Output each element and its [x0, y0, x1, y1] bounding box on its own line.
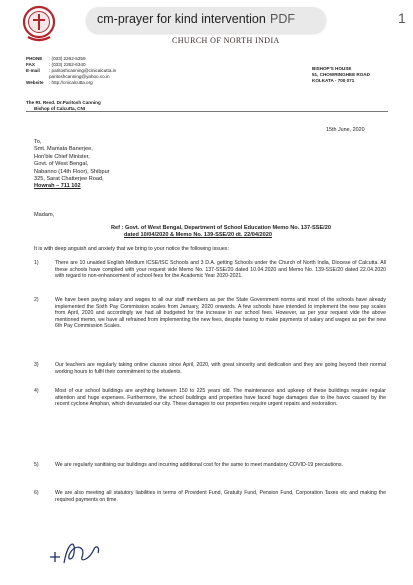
- letterhead-divider: [26, 111, 388, 112]
- document-tab-bar: [0, 0, 413, 38]
- letter-date: 15th June, 2020: [326, 127, 365, 133]
- contact-block: PHONE : (033) 2262-5259 FAX : (033) 2262-6340 E-mail : paritoshcanning@cinicalcutta.in paritoshcanning@yahoo.co.in Website : http://cnicalcutta.org: [26, 56, 117, 85]
- recipient-address: To, Smt. Mamata Banerjee, Hon'ble Chief Minister, Govt. of West Bengal, Nabanno (14th Floor), Shibpur 325, Sarat Chatterjee Road, Howrah – 711 102: [34, 139, 110, 190]
- page-number: 1: [398, 10, 406, 26]
- file-type-label: PDF: [270, 12, 295, 26]
- document-title: cm-prayer for kind intervention: [97, 12, 266, 26]
- handwritten-signature: [46, 535, 106, 569]
- intro-sentence: It is with deep anguish and anxiety that we bring to your notice the following issues:: [34, 246, 229, 252]
- church-name: CHURCH OF NORTH INDIA: [172, 36, 280, 45]
- reference-line: Ref : Govt. of West Bengal, Department of School Education Memo No. 137-SSE/20 dated 10/04/2020 & Memo No. 139-SSE/20 dt. 22/04/2020: [111, 225, 331, 239]
- bishops-house-address: BISHOP'S HOUSE 51, CHOWRINGHEE ROAD KOLKATA - 700 071: [312, 66, 370, 83]
- salutation: Madam,: [34, 212, 55, 218]
- bishop-name-block: The Rt. Revd. Dr.Paritosh Canning Bishop of Calcutta, CNI: [26, 100, 101, 111]
- document-page: CHURCH OF NORTH INDIA PHONE : (033) 2262-5259 FAX : (033) 2262-6340 E-mail : paritoshcanning@cinicalcutta.in paritoshcanning@yahoo.co.in Website : http://cnicalcutta.org BISHOP'S HOUSE 51, CHOWRINGHEE ROAD KOLKATA - 700 071 The Rt. Revd. Dr.Paritosh Canning Bishop of Calcutta, CNI 15th June, 2020 To, Smt. Mamata Banerjee, Hon'ble Chief Minister, Govt. of West Bengal, Nabanno (14th Floor), Shibpur 325, Sarat Chatterjee Road, Howrah – 711 102 Madam, Ref : Govt. of West Bengal, Department of School Education Memo No. 137-SSE/20 dated 10/04/2020 & Memo No. 139-SSE/20 dt. 22/04/2020 It is with deep anguish and anxiety that we bring to your notice the following issues: 1) There are 10 unaided English Medium ICSE/ISC Schools and 3 D.A. getting Schools under the Church of North India, Diocese of Calcutta. All these schools have complied with your request vide Memo No. 137-SSE/20 dated 10.04.2020 and Memo No. 139-SSE/20 dated 22.04.2020 with regard to non-enhancement of school fees for the Academic Year 2020-2021. 2) We have been paying salary and wages to all our staff members as per the State Government norms and most of the schools have already implemented the Sixth Pay Commission scales from January, 2020 onwards. A few schools have intended to implement the new pay scales from April, 2020 and accordingly we had all budgeted for the increase in our school fees. However, as per your request vide the above mentioned memo, we have all refrained from implementing the new fees, despite having to make payments of salary and wages as per the new 6th Pay Commission Scales. 3) Our teachers are regularly taking online classes since April, 2020, with great sincerity and dedication and they are going beyond their normal working hours to fulfil their commitment to the students. 4) Most of our school buildings are anything between 150 to 225 years old. The maintenance and upkeep of these buildings require regular attention and huge expenses. Furthermore, the school buildings and properties have faced huge damages due to the havoc caused by the recent cyclone Amphan, which devastated our city. These damages to our properties require urgent repairs and restoration. 5) We are regularly sanitising our buildings and incurring additional cost for the same to meet mandatory COVID-19 precautions. 6) We are also meeting all statutory liabilities in terms of Provident Fund, Gratuity Fund, Pension Fund, Corporation Taxes etc and making the required payments on time.: [0, 0, 413, 585]
